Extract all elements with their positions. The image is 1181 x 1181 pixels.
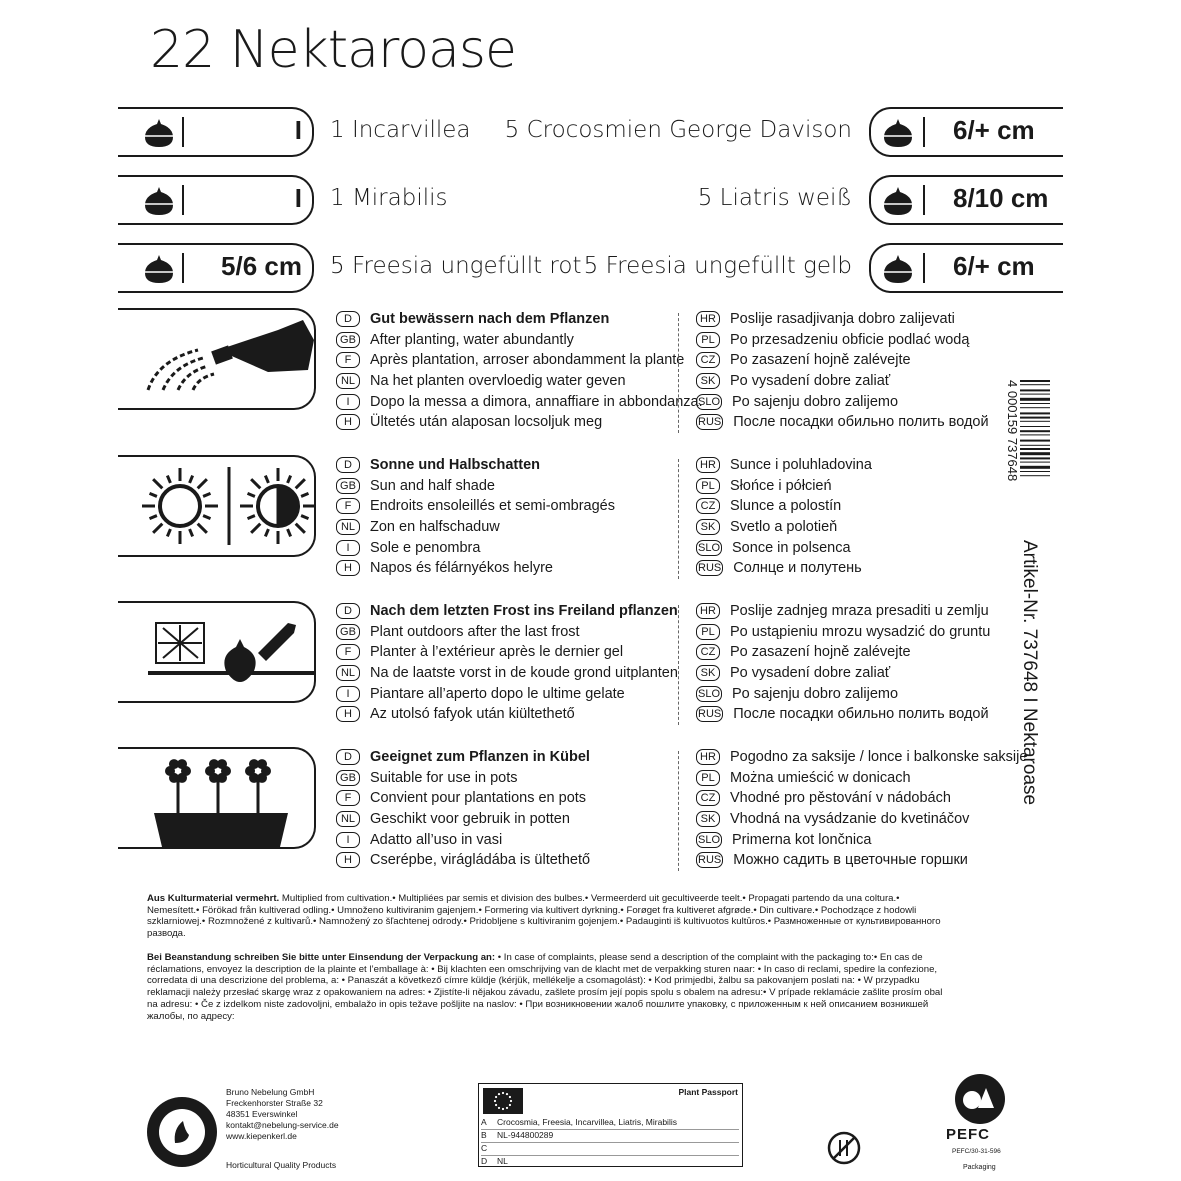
complaint-note-text: • In case of complaints, please send a description of the complaint with the packaging to:• En cas de réclamations, envoyez la description de la plainte et l’emballage à: • Bij klachten een omschrijving van de klacht met de verpakking sturen naar: • In caso di reclami, spedire la confezione, corredata di una descrizione del problema, a: • Panaszát a következő címre küldje (kérjük, mellékelje a csomagolást): • Kod primjedbi, žalbu sa pakovanjem poslati na: • W przypadku reklamacji należy przesłać skargę wraz z opakowaniem na adres: • Zjistíte-li nějakou závadu, zašlete prosím její popis spolu s obalem na adresu:• V prípade reklamácie zašlite prosím obal na adresu: • Če z izdelkom niste zadovoljni, embalažo in opis težave pošljite na naslov: • При возникновении жалоб пошлите упаковку, с приложенным к ней описанием возникшей жалобы, по адресу: [147,952,943,1022]
lang-code-badge: F [336,644,360,660]
packaging-label: Packaging [963,1164,996,1171]
lang-code-badge: NL [336,519,360,535]
lang-text: Geeignet zum Pflanzen in Kübel [370,749,590,766]
flower-stem [257,777,260,813]
sun-ray [296,479,305,488]
barcode-bar [1020,389,1050,391]
culture-note-bold: Aus Kulturmaterial vermehrt. [147,893,280,904]
lang-text: После посадки обильно полить водой [733,706,989,723]
lang-row [336,663,678,684]
lang-code-badge: I [336,394,360,410]
lang-text: Piantare all’aperto dopo le ultime gelate [370,685,625,702]
lang-code-badge: I [336,832,360,848]
sun-ray [203,516,210,519]
lang-code-badge: HR [696,457,720,473]
lang-row [696,309,989,330]
lang-text: Słońce i półcień [730,477,832,494]
eu-star [498,1093,500,1095]
lang-text: Po sajenju dobro zalijemo [732,393,899,410]
lang-text: Pogodno za saksije / lonce i balkonske saksije [730,749,1028,766]
bulb-size-box-left [118,107,314,157]
bulb-icon [883,118,913,148]
lang-text: Można umieścić w donicach [730,769,911,786]
lang-text: Po przesadzeniu obficie podlać wodą [730,331,970,348]
lang-text: Plant outdoors after the last frost [370,623,580,640]
sustainable-supplier-seal [145,1095,219,1169]
pefc-code: PEFC/30-31-596 [952,1148,1001,1155]
lang-code-badge: PL [696,770,720,786]
lang-code-badge: NL [336,665,360,681]
divider [182,185,184,215]
lang-code-badge: SK [696,519,720,535]
lang-text: Sun and half shade [370,477,495,494]
lang-text: Ültetés után alaposan locsoljuk meg [370,414,603,431]
divider [923,253,925,283]
bulb-icon [883,254,913,284]
barcode-bar [1020,421,1050,422]
lang-row [336,704,678,725]
lang-text: After planting, water abundantly [370,331,574,348]
lang-code-badge: GB [336,624,360,640]
lang-text: Po vysadení dobre zaliať [730,665,891,682]
lang-text: Cserépbe, virágládába is ültethető [370,852,591,869]
lang-row [696,517,872,538]
lang-row [696,350,989,371]
frost-planting-icon [118,603,314,701]
lang-code-badge: I [336,540,360,556]
lang-row [696,558,872,579]
lang-code-badge: GB [336,478,360,494]
lang-row [336,747,590,768]
plant-name-left: 1 Mirabilis [330,185,448,211]
eu-star [495,1104,497,1106]
lang-text: Svetlo a polotieň [730,519,838,536]
bulb-icon [144,118,174,148]
lang-row [696,496,872,517]
lang-text: Adatto all’uso in vasi [370,831,503,848]
plant-passport [478,1083,743,1167]
plant-name-right: 5 Crocosmien George Davison [504,117,852,143]
barcode-bar [1020,426,1050,427]
sun-ray [301,516,308,519]
barcode-bar [1020,398,1050,401]
lang-code-badge: D [336,311,360,327]
divider [182,253,184,283]
complaint-note [147,952,947,1022]
lang-text: Primerna kot lončnica [732,831,872,848]
passport-row [481,1129,739,1142]
lang-code-badge: D [336,603,360,619]
lang-text: Po zasazení hojně zalévejte [730,352,911,369]
sun-ray [251,524,260,533]
passport-row [481,1155,739,1168]
lang-code-badge: H [336,560,360,576]
lang-row [696,391,989,412]
pot-icon-box [118,747,316,849]
passport-key: B [481,1130,487,1140]
sun-ray [251,479,260,488]
lang-row [696,683,990,704]
lang-code-badge: SK [696,373,720,389]
culture-note-text: Multiplied from cultivation.• Multipliées par semis et division des bulbes.• Vermeerderd uit gecultiveerde teelt.• Propagati partendo da una coltura.• Nemesített.• Förökad från kultiverad odling.• Umnoženo kultiviranim gajenjem.• Formering via kultivert dyrkning.• Forøget fra kultiveret afgrøde.• Din cultivare.• Pochodzące z hodowli szklarniowej.• Rozmnožené z kultivarů.• Namnožený zo šľachtenej odrody.• Pridobljene s kultiviranim gojenjem.• Padauginti iš kultivuotos kultūros.• Размноженные от культивированного развода. [147,893,941,940]
eu-star [509,1096,511,1098]
lang-text: Poslije rasadjivanja dobro zalijevati [730,311,955,328]
bulb-size: 6/+ cm [953,115,1035,145]
column-divider [678,459,680,579]
lang-text: Après plantation, arroser abondamment la plante [370,352,685,369]
address-line: Freckenhorster Straße 32 [226,1098,323,1108]
lang-row [336,642,678,663]
article-number: Artikel-Nr. 737648 I Nektaroase [1019,540,1040,806]
eu-star [509,1104,511,1106]
lang-row [696,768,1027,789]
lang-text: Sonce in polsenca [732,539,851,556]
lang-row [336,517,615,538]
lang-code-badge: PL [696,332,720,348]
lang-code-badge: RUS [698,708,722,721]
eu-star [495,1096,497,1098]
sun-ray [198,524,207,533]
lang-row [696,455,872,476]
lang-row [696,601,990,622]
lang-row [336,809,590,830]
address-line: 48351 Everswinkel [226,1109,298,1119]
quality-label: Horticultural Quality Products [226,1160,337,1170]
supplier-address [226,1087,339,1142]
passport-row [481,1142,739,1155]
lang-text: Po vysadení dobre zaliať [730,373,891,390]
column-divider [678,313,680,433]
lang-text: После посадки обильно полить водой [733,414,989,431]
lang-row [696,809,1027,830]
instruction-right-column [696,747,1027,871]
lang-text: Slunce a polostín [730,498,842,515]
plant-name-right: 5 Liatris weiß [697,185,852,211]
plant-name-left: 1 Incarvillea [330,117,471,143]
bulb-size: I [294,183,302,213]
lang-code-badge: CZ [696,352,720,368]
barcode-bar [1020,445,1050,446]
lang-row [336,496,615,517]
lang-row [696,642,990,663]
lang-code-badge: RUS [698,854,722,867]
bulb-size: 6/+ cm [953,251,1035,281]
lang-code-badge: F [336,498,360,514]
address-line: kontakt@nebelung-service.de [226,1120,339,1130]
lang-text: Poslije zadnjeg mraza presaditi u zemlju [730,603,989,620]
complaint-note-bold: Bei Beanstandung schreiben Sie bitte unter Einsendung der Verpackung an: [147,952,496,963]
lang-code-badge: SLO [698,687,721,700]
lang-row [696,747,1027,768]
sun-ray [301,493,308,496]
barcode-bar [1020,394,1050,395]
lang-row [696,371,989,392]
column-divider [678,605,680,725]
lang-text: Солнце и полутень [733,560,862,577]
address-line: www.kiepenkerl.de [226,1131,297,1141]
sun-ray [153,524,162,533]
bulb-size-box-left [118,243,314,293]
barcode [1020,380,1060,520]
lang-row [336,829,590,850]
barcode-bar [1020,475,1050,476]
bulb-size: 5/6 cm [221,251,302,281]
lang-code-badge: PL [696,624,720,640]
lang-row [696,537,872,558]
lang-row [696,663,990,684]
barcode-bar [1020,430,1050,432]
lang-text: Sonne und Halbschatten [370,457,540,474]
pefc-name: PEFC [946,1126,991,1143]
bulb-size-box-right [869,107,1063,157]
bulb-size: I [294,115,302,145]
sun-ray [167,476,170,483]
instruction-right-column [696,601,990,725]
lang-row [336,391,703,412]
lang-code-badge: RUS [698,416,722,429]
passport-value: NL-944800289 [497,1130,554,1140]
lang-row [336,455,615,476]
instruction-right-column [696,455,872,579]
lang-row [696,704,990,725]
lang-code-badge: NL [336,373,360,389]
sun-icon-box [118,455,316,557]
divider [923,117,925,147]
sun-ray [265,476,268,483]
passport-key: A [481,1117,487,1127]
bulb-icon [144,254,174,284]
instruction-left-column [336,747,590,871]
lang-row [336,330,703,351]
culture-note [147,893,947,940]
lang-code-badge: F [336,790,360,806]
eu-star [502,1092,504,1094]
lang-text: Po ustąpieniu mrozu wysadzić do gruntu [730,623,991,640]
eu-flag-icon [483,1088,523,1114]
lang-code-badge: SK [696,665,720,681]
plant-name-left: 5 Freesia ungefüllt rot [330,253,582,279]
lang-code-badge: SK [696,811,720,827]
barcode-bar [1020,380,1050,382]
barcode-bar [1020,434,1050,435]
sun-ray [167,529,170,536]
lang-code-badge: H [336,414,360,430]
sun-ray [248,516,255,519]
divider [923,185,925,215]
sun-ray [150,516,157,519]
lang-code-badge: NL [336,811,360,827]
column-divider [678,751,680,871]
eu-star [510,1100,512,1102]
lang-text: Napos és félárnyékos helyre [370,560,553,577]
lang-row [336,537,615,558]
barcode-bar [1020,452,1050,455]
lang-text: Dopo la messa a dimora, annaffiare in abbondanza. [370,393,703,410]
passport-key: C [481,1143,488,1153]
lang-code-badge: HR [696,311,720,327]
flower-stem [217,777,220,813]
bulb-icon [883,186,913,216]
lang-row [696,476,872,497]
address-line: Bruno Nebelung GmbH [226,1087,315,1097]
lang-code-badge: PL [696,478,720,494]
pefc-logo-icon [950,1072,1010,1127]
instruction-left-column [336,601,678,725]
lang-text: Zon en halfschaduw [370,519,500,536]
lang-row [336,850,590,871]
sun-ray [203,493,210,496]
barcode-bar [1020,462,1050,463]
divider [182,117,184,147]
lang-text: Gut bewässern nach dem Pflanzen [370,311,610,328]
plant-name-right: 5 Freesia ungefüllt gelb [583,253,852,279]
sun-ray [296,524,305,533]
lang-row [336,476,615,497]
barcode-bar [1020,403,1050,404]
barcode-bar [1020,471,1050,472]
lang-code-badge: H [336,706,360,722]
lang-text: Convient pour plantations en pots [370,790,587,807]
lang-code-badge: HR [696,749,720,765]
flower-petal [257,759,267,769]
bulb-size-box-right [869,243,1063,293]
lang-text: Sunce i poluhladovina [730,457,872,474]
lang-row [696,829,1027,850]
lang-code-badge: I [336,686,360,702]
lang-text: Vhodné pro pěstování v nádobách [730,790,951,807]
eu-star [498,1107,500,1109]
sun-ray [288,476,291,483]
lang-code-badge: GB [336,332,360,348]
lang-code-badge: SLO [698,541,721,554]
passport-rows [481,1117,739,1168]
lang-text: Po sajenju dobro zalijemo [732,685,899,702]
lang-row [336,309,703,330]
lang-code-badge: D [336,457,360,473]
lang-row [336,350,703,371]
barcode-bar [1020,412,1050,414]
sun-ray [190,529,193,536]
lang-code-badge: H [336,852,360,868]
lang-text: Endroits ensoleillés et semi-ombragés [370,498,615,515]
passport-value: NL [497,1156,508,1166]
lang-code-badge: F [336,352,360,368]
sun-ray [190,476,193,483]
barcode-bar [1020,466,1050,469]
lang-row [696,622,990,643]
lang-code-badge: CZ [696,790,720,806]
lang-row [336,412,703,433]
bulb-size-box-right [869,175,1063,225]
lang-code-badge: SLO [698,395,721,408]
lang-code-badge: SLO [698,833,721,846]
product-title: 22 Nektaroase [150,20,516,80]
lang-text: Suitable for use in pots [370,769,518,786]
lang-row [336,558,615,579]
lang-text: Можно садить в цветочные горшки [733,852,968,869]
lang-row [336,371,703,392]
watering-can-icon [118,310,314,408]
flower-stem [177,777,180,813]
lang-text: Na het planten overvloedig water geven [370,373,626,390]
barcode-digits: 4 000159 737648 [1005,380,1020,482]
eu-star [502,1108,504,1110]
lang-code-badge: RUS [698,562,722,575]
lang-text: Po zasazení hojně zalévejte [730,644,911,661]
bulb-icon [144,186,174,216]
barcode-bar [1020,440,1050,442]
barcode-bar [1020,448,1050,450]
instruction-left-column [336,309,703,433]
lang-row [336,768,590,789]
lang-code-badge: GB [336,770,360,786]
lang-row [696,330,989,351]
flower-petal [217,759,227,769]
instruction-left-column [336,455,615,579]
flower-petal [177,759,187,769]
sun-ray [150,493,157,496]
sun-ray [288,529,291,536]
passport-key: D [481,1156,488,1166]
barcode-bar [1020,407,1050,408]
lang-row [336,683,678,704]
lang-row [336,622,678,643]
lang-text: Nach dem letzten Frost ins Freiland pflanzen [370,603,678,620]
lang-text: Na de laatste vorst in de koude grond uitplanten [370,665,678,682]
lang-text: Planter à l’extérieur après le dernier gel [370,644,624,661]
sun-ray [198,479,207,488]
eu-star [494,1100,496,1102]
barcode-bar [1020,417,1050,419]
lang-text: Geschikt voor gebruik in potten [370,811,570,828]
lang-text: Az utolsó fafyok után kiültethető [370,706,575,723]
lang-row [336,601,678,622]
sun-ray [248,493,255,496]
bulb-size: 8/10 cm [953,183,1049,213]
lang-code-badge: HR [696,603,720,619]
sun-ray [265,529,268,536]
not-food-safe-icon [826,1130,862,1166]
lang-code-badge: CZ [696,498,720,514]
lang-row [696,850,1027,871]
lang-row [336,788,590,809]
lang-code-badge: CZ [696,644,720,660]
passport-title: Plant Passport [678,1087,738,1097]
sun-ray [153,479,162,488]
eu-star [506,1107,508,1109]
barcode-bar [1020,457,1050,459]
passport-value: Crocosmia, Freesia, Incarvillea, Liatris, Mirabilis [497,1117,677,1127]
lang-row [696,412,989,433]
sun-half-shade-icon [118,457,314,555]
flower-pot-icon [118,749,314,847]
lang-text: Sole e penombra [370,539,481,556]
watering-icon-box [118,308,316,410]
passport-row [481,1117,739,1129]
eu-star [506,1093,508,1095]
instruction-right-column [696,309,989,433]
frost-icon-box [118,601,316,703]
bulb-size-box-left [118,175,314,225]
lang-row [696,788,1027,809]
lang-text: Vhodná na vysádzanie do kvetináčov [730,811,970,828]
barcode-bar [1020,384,1050,385]
lang-code-badge: D [336,749,360,765]
